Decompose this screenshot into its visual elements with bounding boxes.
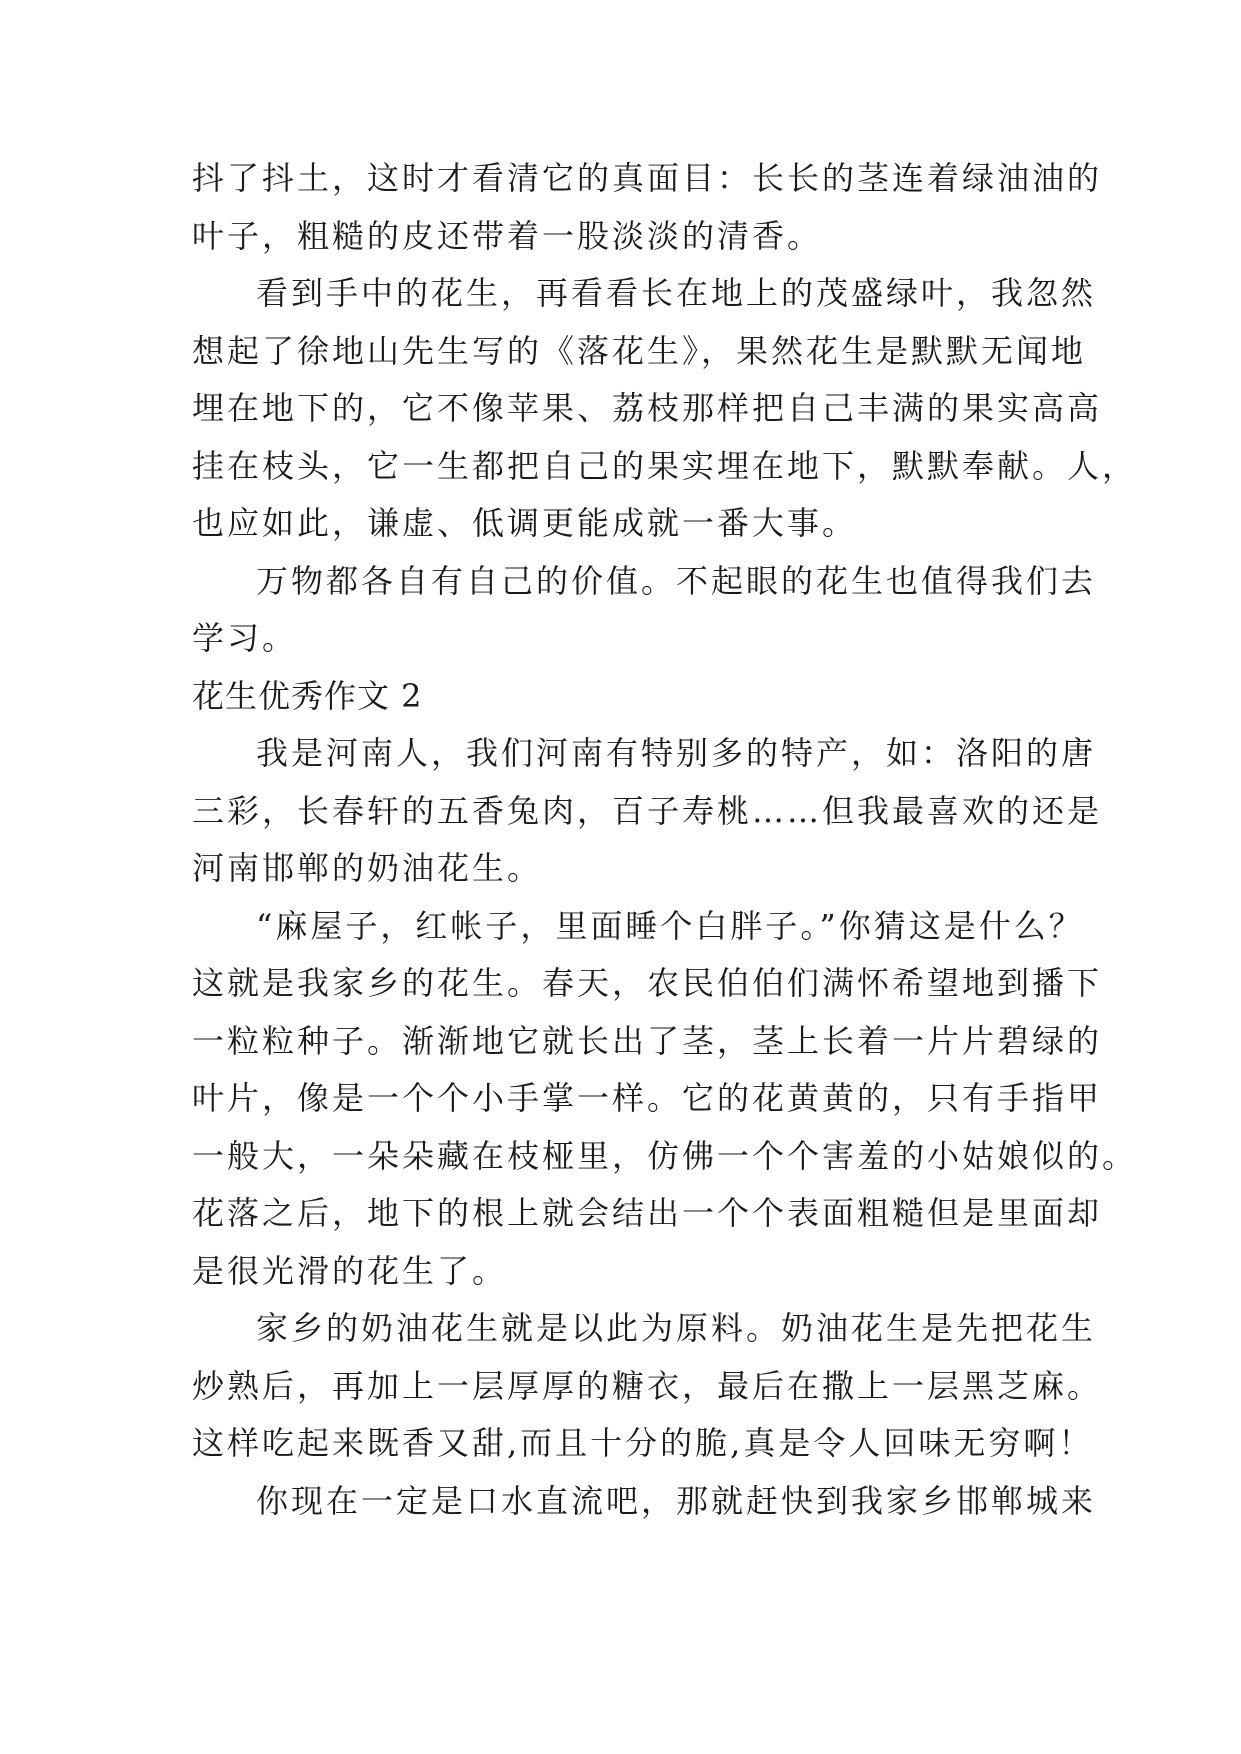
text-line: 也应如此，谦虚、低调更能成就一番大事。 xyxy=(192,504,858,542)
text-line: 看到手中的花生，再看看长在地上的茂盛绿叶，我忽然 xyxy=(256,274,1097,312)
section-heading: 花生优秀作文 2 xyxy=(192,676,423,715)
text-line: 叶子，粗糙的皮还带着一股淡淡的清香。 xyxy=(192,216,823,255)
document-body xyxy=(192,150,1138,1530)
text-line: 学习。 xyxy=(192,619,298,657)
text-line: 万物都各自有自己的价值。不起眼的花生也值得我们去 xyxy=(256,561,1097,600)
text-line: “麻屋子，红帐子，里面睡个白胖子。”你猜这是什么？ xyxy=(256,906,1084,945)
text-line: 一粒粒种子。渐渐地它就长出了茎，茎上长着一片片碧绿的 xyxy=(192,1021,1103,1060)
text-line: 抖了抖土，这时才看清它的真面目：长长的茎连着绿油油的 xyxy=(192,159,1103,197)
text-line: 我是河南人，我们河南有特别多的特产，如：洛阳的唐 xyxy=(256,734,1097,772)
text-line: 埋在地下的，它不像苹果、荔枝那样把自己丰满的果实高高 xyxy=(192,389,1103,427)
text-line: 家乡的奶油花生就是以此为原料。奶油花生是先把花生 xyxy=(256,1309,1097,1347)
text-line: 炒熟后，再加上一层厚厚的糖衣，最后在撒上一层黑芝麻。 xyxy=(192,1366,1103,1405)
text-line: 河南邯郸的奶油花生。 xyxy=(192,849,543,887)
text-line: 是很光滑的花生了。 xyxy=(192,1251,508,1290)
text-line: 你现在一定是口水直流吧，那就赶快到我家乡邯郸城来 xyxy=(256,1481,1097,1520)
text-line: 花落之后，地下的根上就会结出一个个表面粗糙但是里面却 xyxy=(192,1194,1103,1232)
text-line: 这就是我家乡的花生。春天，农民伯伯们满怀希望地到播下 xyxy=(192,964,1103,1002)
text-line: 一般大，一朵朵藏在枝桠里，仿佛一个个害羞的小姑娘似的。 xyxy=(192,1136,1138,1175)
text-line: 挂在枝头，它一生都把自己的果实埋在地下，默默奉献。人， xyxy=(192,446,1138,485)
text-line: 这样吃起来既香又甜,而且十分的脆,真是令人回味无穷啊！ xyxy=(192,1424,1094,1462)
text-line: 叶片，像是一个个小手掌一样。它的花黄黄的，只有手指甲 xyxy=(192,1079,1103,1117)
text-line: 三彩，长春轩的五香兔肉，百子寿桃……但我最喜欢的还是 xyxy=(192,791,1103,830)
text-line: 想起了徐地山先生写的《落花生》，果然花生是默默无闻地 xyxy=(192,331,1087,370)
